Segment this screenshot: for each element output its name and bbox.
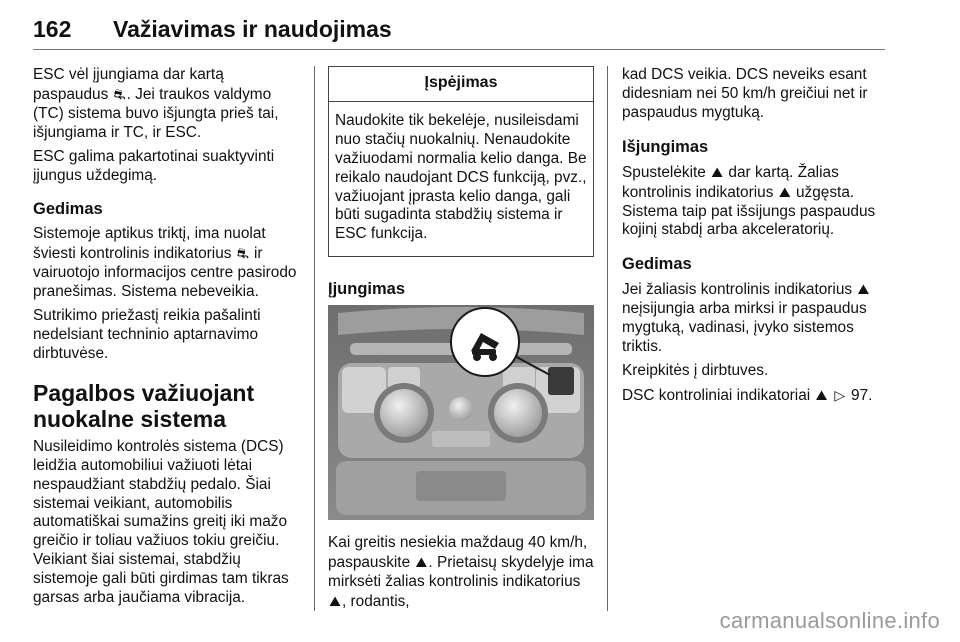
section-heading: Pagalbos važiuojant nuokalne sistema — [33, 379, 255, 432]
page-header — [33, 16, 885, 52]
paragraph: Spustelėkite ⛰ dar kartą. Žalias kontrolinis indikatorius ⛰ užgęsta. Sistema taip pat išsijungs paspaudus kojinį stabdį arba akceleratorių. — [622, 163, 876, 239]
page-number: 162 — [33, 16, 72, 42]
paragraph: ESC vėl įjungiama dar kartą paspaudus ⛐. Jei traukos valdymo (TC) sistema buvo išjungta prieš tai, išjungiama ir TC, ir ESC. — [33, 66, 279, 141]
esc-warning-icon: ⛐ — [236, 245, 249, 262]
watermark: carmanualsonline.info — [719, 608, 940, 633]
page-reference-arrow-icon[interactable]: ▷ — [834, 386, 846, 403]
console-photo — [328, 305, 594, 520]
descent-control-icon: ⛰ — [778, 183, 791, 200]
warning-title: Įspėjimas — [329, 67, 593, 102]
paragraph: Jei žaliasis kontrolinis indikatorius ⛰ neįsijungia arba mirksi ir paspaudus mygtuką, vadinasi, įvyko sistemos triktis. — [622, 281, 870, 356]
paragraph: Sutrikimo priežastį reikia pašalinti nedelsiant techninio aptarnavimo dirbtuvėse. — [33, 307, 261, 362]
column-divider — [607, 66, 608, 611]
subheading-gedimas: Gedimas — [33, 200, 103, 219]
paragraph: kad DCS veikia. DCS neveiks esant didesniam nei 50 km/h greičiui net ir paspaudus mygtuką. — [622, 66, 868, 121]
warning-box — [328, 66, 594, 257]
paragraph: DSC kontroliniai indikatoriai ⛰ ▷ 97. — [622, 386, 873, 404]
paragraph: Sistemoje aptikus triktį, ima nuolat šviesti kontrolinis indikatorius ⛐ ir vairuotojo informacijos centre pasirodo pranešimas. Sistema nebeveikia. — [33, 225, 297, 301]
paragraph: Kreipkitės į dirbtuves. — [622, 361, 769, 379]
paragraph: ESC galima pakartotinai suaktyvinti įjungus uždegimą. — [33, 147, 275, 184]
subheading-ijungimas: Įjungimas — [328, 280, 406, 299]
descent-control-icon: ⛰ — [329, 592, 341, 609]
center-console-illustration — [328, 305, 594, 520]
paragraph: Nusileidimo kontrolės sistema (DCS) leidžia automobiliui važiuoti lėtai nespaudžiant stabdžių pedalo. Šiai sistemai veikiant, automobilis automatiškai sumažins greitį iki mažo greičio ir toliau važiuos tokiu greičiu. Veikiant šiai sistemai, stabdžių sistemoje gali būti girdimas tam tikras garsas arba jaučiama vibracija. — [33, 437, 289, 607]
column-1 — [33, 66, 303, 613]
descent-control-icon: ⛰ — [815, 386, 828, 403]
header-divider — [33, 49, 885, 50]
warning-body: Naudokite tik bekelėje, nusileisdami nuo stačių nuokalnių. Nenaudokite važiuodami normalia kelio danga. Be reikalo naudojant DCS funkciją, pvz., važiuojant įprasta kelio danga, gali būti sugadinta stabdžių sistema ir ESC funkcija. — [335, 111, 587, 243]
column-divider — [314, 66, 315, 611]
column-3 — [622, 66, 888, 411]
subheading-gedimas: Gedimas — [622, 255, 692, 274]
descent-control-icon: ⛰ — [857, 281, 870, 298]
descent-control-icon: ⛰ — [711, 163, 724, 180]
page-title: Važiavimas ir naudojimas — [113, 16, 392, 42]
descent-control-icon: ⛰ — [415, 554, 428, 571]
subheading-isjungimas: Išjungimas — [622, 137, 709, 156]
esc-off-icon: ⛐ — [113, 85, 126, 102]
column-2 — [328, 66, 594, 617]
paragraph: Kai greitis nesiekia maždaug 40 km/h, paspauskite ⛰. Prietaisų skydelyje ima mirksėti žalias kontrolinis indikatorius ⛰, rodantis, — [328, 534, 594, 610]
